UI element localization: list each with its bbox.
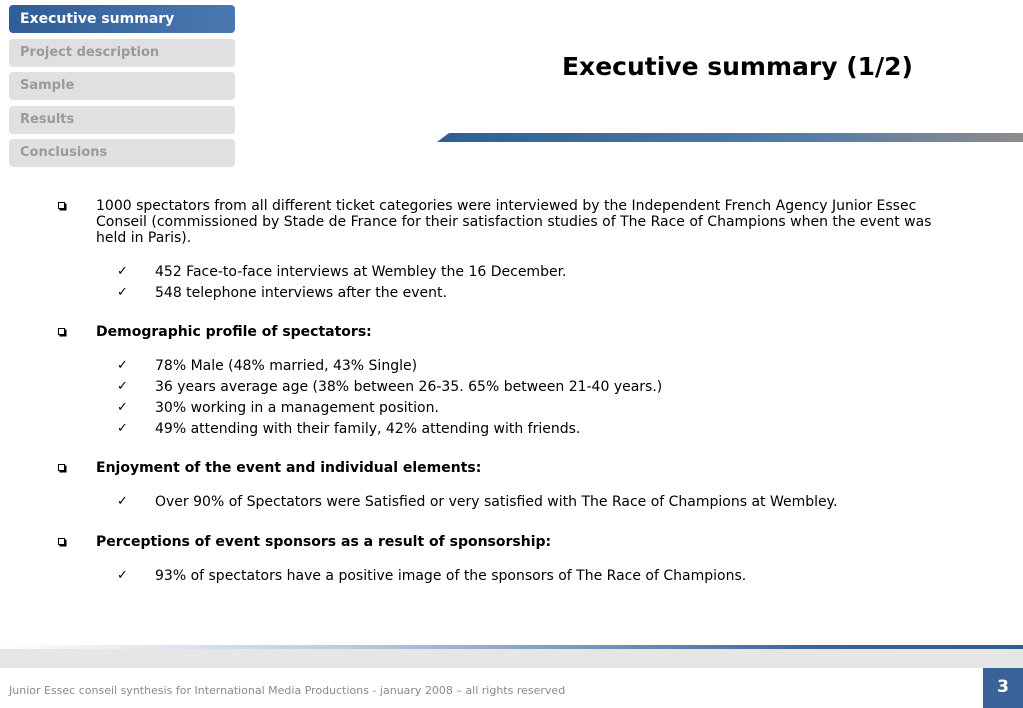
demographics-list bbox=[55, 356, 960, 439]
list-item bbox=[55, 283, 960, 304]
footer-text: Junior Essec conseil synthesis for International Media Productions - january 2008 – all rights reserved bbox=[9, 684, 566, 697]
nav-item-project-description[interactable]: Project description bbox=[9, 39, 235, 67]
perceptions-heading: Perceptions of event sponsors as a result of sponsorship: bbox=[96, 533, 552, 550]
footer-band bbox=[0, 649, 1023, 668]
checkmark-icon: ✓ bbox=[117, 379, 128, 395]
title-underline-bar bbox=[437, 133, 1023, 142]
demographic-heading: Demographic profile of spectators: bbox=[96, 324, 372, 341]
nav-item-executive-summary[interactable]: Executive summary bbox=[9, 5, 235, 33]
perceptions-list bbox=[55, 566, 960, 587]
enjoyment-heading-bullet bbox=[55, 460, 960, 476]
square-bullet-icon bbox=[58, 328, 65, 335]
list-item bbox=[55, 492, 960, 513]
nav-item-sample[interactable]: Sample bbox=[9, 72, 235, 100]
intro-text: 1000 spectators from all different ticket categories were interviewed by the Independent French Agency Junior Essec Conseil (commissioned by Stade de France for their satisfaction studies of The Race of Champions when the event was held in Paris). bbox=[96, 198, 932, 246]
nav-item-results[interactable]: Results bbox=[9, 106, 235, 134]
list-item bbox=[55, 377, 960, 398]
square-bullet-icon bbox=[58, 202, 65, 209]
enjoyment-list bbox=[55, 492, 960, 513]
page-title: Executive summary (1/2) bbox=[561, 52, 913, 81]
list-item bbox=[55, 356, 960, 377]
checkmark-icon: ✓ bbox=[117, 284, 128, 300]
list-item-text: Over 90% of Spectators were Satisfied or very satisfied with The Race of Champions at Wembley. bbox=[155, 494, 838, 511]
section-nav bbox=[9, 5, 235, 173]
list-item-text: 30% working in a management position. bbox=[155, 399, 439, 416]
checkmark-icon: ✓ bbox=[117, 358, 128, 374]
list-item bbox=[55, 566, 960, 587]
square-bullet-icon bbox=[58, 538, 65, 545]
list-item-text: 452 Face-to-face interviews at Wembley the 16 December. bbox=[155, 264, 567, 280]
list-item-text: 49% attending with their family, 42% attending with friends. bbox=[155, 420, 581, 437]
checkmark-icon: ✓ bbox=[117, 494, 128, 510]
list-item-text: 78% Male (48% married, 43% Single) bbox=[155, 358, 418, 375]
perceptions-heading-bullet bbox=[55, 534, 960, 550]
list-item bbox=[55, 262, 960, 283]
checkmark-icon: ✓ bbox=[117, 399, 128, 415]
checkmark-icon: ✓ bbox=[117, 567, 128, 583]
checkmark-icon: ✓ bbox=[117, 264, 128, 279]
list-item bbox=[55, 398, 960, 419]
list-item bbox=[55, 419, 960, 440]
summary-content bbox=[55, 198, 960, 587]
intro-bullet bbox=[55, 198, 960, 246]
nav-item-conclusions[interactable]: Conclusions bbox=[9, 139, 235, 167]
list-item-text: 93% of spectators have a positive image of the sponsors of The Race of Champions. bbox=[155, 567, 747, 584]
page-number: 3 bbox=[983, 668, 1023, 708]
demographic-heading-bullet bbox=[55, 324, 960, 340]
list-item-text: 36 years average age (38% between 26-35. 65% between 21-40 years.) bbox=[155, 379, 663, 396]
list-item-text: 548 telephone interviews after the event. bbox=[155, 284, 447, 301]
enjoyment-heading: Enjoyment of the event and individual elements: bbox=[96, 460, 482, 477]
checkmark-icon: ✓ bbox=[117, 420, 128, 436]
interviews-list bbox=[55, 262, 960, 303]
square-bullet-icon bbox=[58, 464, 65, 471]
